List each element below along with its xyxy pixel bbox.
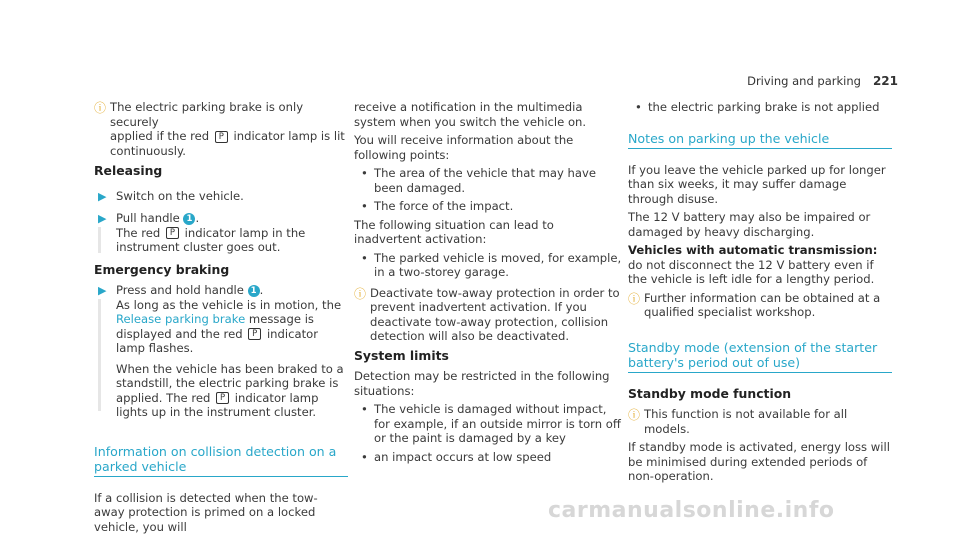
info-note: ⓘ Deactivate tow-away protection in order to prevent inadvertent activation. If you deactivate tow-away protection, collision detection will also be deactivated. [354,285,620,343]
list-item: • an impact occurs at low speed [361,449,552,464]
parking-brake-icon: P [215,131,228,143]
column-1 [94,100,348,538]
list-item: • The area of the vehicle that may have been damaged. [361,166,596,195]
info-note: ⓘ This function is not available for all models. [628,407,848,436]
list-item: • The parked vehicle is moved, for example, in a two-storey garage. [361,250,622,279]
parking-brake-icon: P [166,227,179,239]
step-arrow-icon: ▶ [98,284,107,297]
list-item: • the electric parking brake is not applied [635,100,880,114]
display-message-link: Release parking brake [116,312,246,326]
step: ▶ Switch on the vehicle. [98,188,244,203]
list-item: • The vehicle is damaged without impact, for example, if an outside mirror is torn off or the paint is damaged by a key [361,402,621,445]
section-title: Driving and parking [747,74,861,88]
heading-standby-mode: Standby mode (extension of the starter battery's period out of use) [628,340,892,373]
heading-system-limits: System limits [354,347,449,363]
callout-1-icon: 1 [183,213,195,225]
info-icon: ⓘ [628,408,641,422]
parking-brake-icon: P [216,392,229,404]
page-header [747,74,898,88]
column-3: • the electric parking brake is not applied Notes on parking up the vehicle If you leave the vehicle parked up for longer than six weeks, it may suffer damage through disuse. The 12 V battery may also be impaired or damaged by heavy discharging. Vehicles with automatic transmission: do not disconnect the 12 V battery even if the vehicle is left idle for a lengthy period. ⓘ Further information can be obtained at a qualified specialist workshop. Standby mode (extension of the starter battery's period out of use) Standby mode function ⓘ This function is not available for all models. If standby mode is activated, energy loss will be minimised during extended periods of non-operation. [628,100,892,488]
watermark: carmanualsonline.info [548,498,835,523]
heading-collision-detection: Information on collision detection on a parked vehicle [94,444,348,477]
info-icon: ⓘ [354,286,367,301]
step-bar [98,299,101,411]
info-icon: ⓘ [94,101,107,115]
info-icon: ⓘ [628,291,641,306]
parking-brake-icon: P [248,328,261,340]
callout-1-icon: 1 [248,285,260,297]
collision-text: If a collision is detected when the tow-away protection is primed on a locked vehicle, you will [94,490,318,534]
heading-standby-function: Standby mode function [628,385,792,401]
page-number: 221 [872,74,898,88]
step: ▶ Pull handle 1 . The red P indicator lamp in the instrument cluster goes out. [98,211,306,254]
heading-releasing: Releasing [94,163,163,178]
step-arrow-icon: ▶ [98,212,107,225]
list-item: • The force of the impact. [361,199,514,213]
heading-emergency-braking: Emergency braking [94,261,230,277]
step-arrow-icon: ▶ [98,189,107,203]
info-note: ⓘ Further information can be obtained at a qualified specialist workshop. [628,290,881,319]
step: ▶ Press and hold handle 1 . As long as the vehicle is in motion, the Release parking brake message is displayed and the red P indicator lamp flashes. When the vehicle has been braked to a standstill, the electric parking brake is applied. The red P indicator lamp lights up in the instrument cluster. [98,283,344,419]
column-2: receive a notification in the multimedia system when you switch the vehicle on. You will receive information about the following points: • The area of the vehicle that may have been damaged. • The force of the impact. The following situation can lead to inadvertent activation: • The parked vehicle is moved, for example, in a two-storey garage. ⓘ Deactivate tow-away protection in order to prevent inadvertent activation. If you deactivate tow-away protection, collision detection will also be deactivated. System limits Detection may be restricted in the following situations: • The vehicle is damaged without impact, for example, if an outside mirror is torn off or the paint is damaged by a key • an impact occurs at low speed [354,100,622,464]
heading-notes-parking-up: Notes on parking up the vehicle [628,131,892,149]
info-note: ⓘ The electric parking brake is only securely applied if the red P indicator lamp is lit continuously. [94,100,345,158]
step-bar [98,227,101,253]
